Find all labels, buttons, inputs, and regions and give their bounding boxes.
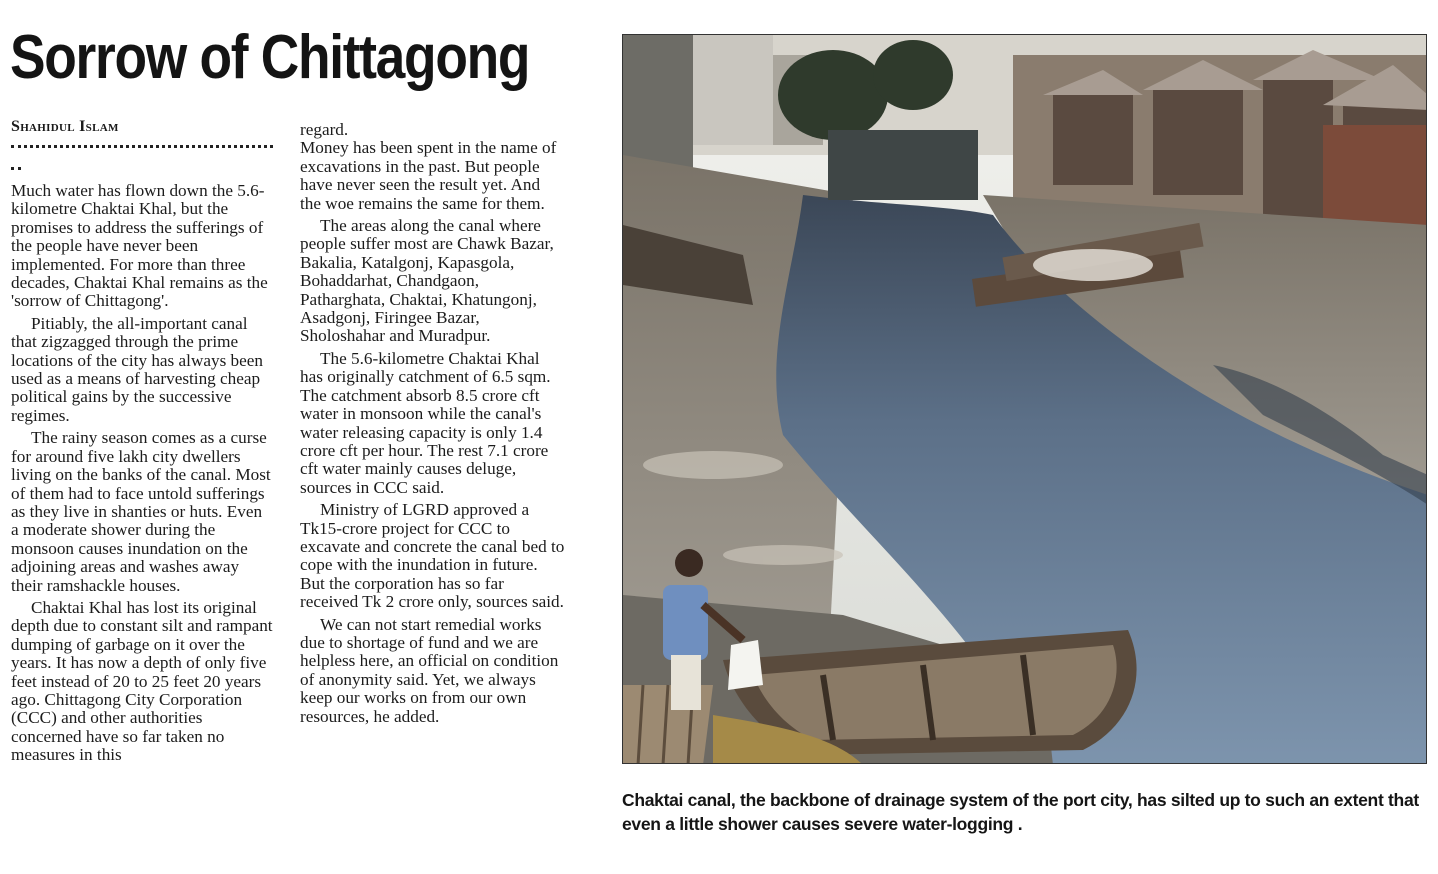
canal-photo — [622, 34, 1427, 764]
article-column-1 — [11, 182, 273, 769]
paragraph: We can not start remedial works due to shortage of fund and we are helpless here, an official on condition of anonymity said. Yet, we always keep our works on from our own resources, he added. — [300, 614, 559, 726]
byline: Shahidul Islam — [11, 118, 119, 135]
paragraph: The rainy season comes as a curse for around five lakh city dwellers living on the banks of the canal. Most of them had to face untold sufferings as they live in shanties or huts. Even a moderate shower during the monsoon causes inundation on the adjoining areas and washes away their ramshackle houses. — [11, 428, 271, 595]
paragraph: Money has been spent in the name of excavations in the past. But people have never seen the result yet. And the woe remains the same for them. — [300, 138, 557, 213]
paragraph: The areas along the canal where people suffer most are Chawk Bazar, Bakalia, Katalgonj, Kapasgola, Bohaddarhat, Chandgaon, Patharghata, Chaktai, Khatungonj, Asadgonj, Firingee Bazar, Sholoshahar and Muradpur. — [300, 216, 554, 346]
byline-divider — [11, 145, 273, 148]
paragraph: Chaktai Khal has lost its original depth due to constant silt and rampant dumping of garbage on it over the years. It has now a depth of only five feet instead of 20 to 25 feet 20 years ago. Chittagong City Corporation (CCC) and other authorities concerned have so far taken no measures in this — [11, 597, 273, 765]
paragraph: Pitiably, the all-important canal that zigzagged through the prime locations of the city has always been used as a means of harvesting cheap political gains by the successive regimes. — [11, 313, 264, 425]
byline-divider-end — [11, 167, 21, 170]
paragraph-continuation: regard. — [300, 120, 349, 139]
article-column-2 — [300, 121, 565, 730]
paragraph: The 5.6-kilometre Chaktai Khal has originally catchment of 6.5 sqm. The catchment absorb 8.5 crore cft water in monsoon while the canal's water releasing capacity is only 1.4 crore cft per hour. The rest 7.1 crore cft water mainly causes deluge, sources in CCC said. — [300, 348, 551, 497]
paragraph: Ministry of LGRD approved a Tk15-crore project for CCC to excavate and concrete the canal bed to cope with the inundation in future. But the corporation has so far received Tk 2 crore only, sources said. — [300, 500, 565, 612]
photo-caption: Chaktai canal, the backbone of drainage system of the port city, has silted up to such an extent that even a little shower causes severe water-logging . — [622, 790, 1419, 834]
headline: Sorrow of Chittagong — [10, 23, 530, 92]
paragraph: Much water has flown down the 5.6-kilometre Chaktai Khal, but the promises to address the sufferings of the people have never been implemented. For more than three decades, Chaktai Khal remains as the 'sorrow of Chittagong'. — [11, 181, 268, 311]
